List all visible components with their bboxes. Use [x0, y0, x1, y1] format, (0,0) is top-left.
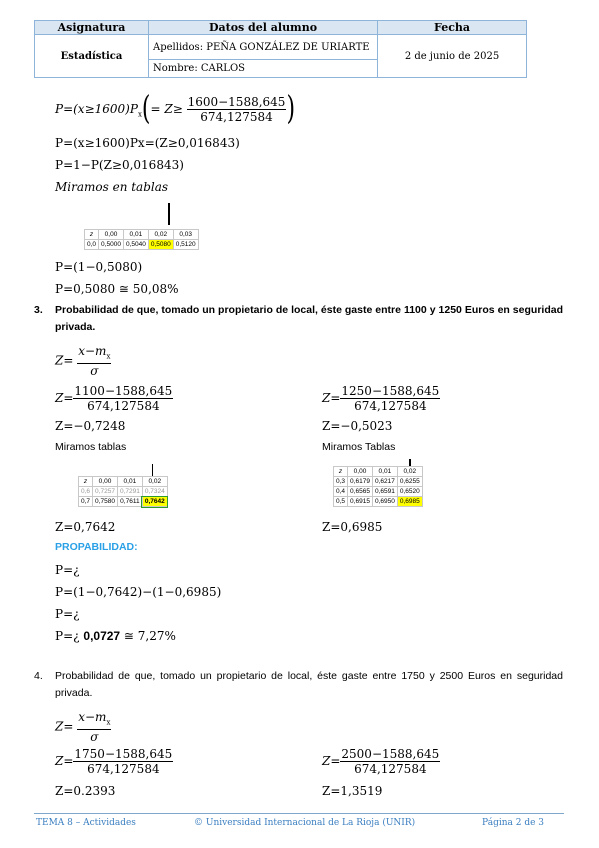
q3-z-formula: Z= $\frac{x-m_x}{\sigma}$ — [55, 344, 111, 379]
q4-number: 4. — [34, 670, 43, 682]
cell: 0,6255 — [397, 477, 422, 487]
q3-right-z: Z=−0,5023 — [322, 419, 393, 433]
q3-left-result: Z=0,7642 — [55, 520, 116, 534]
q4-z-formula: Z= $\frac{x-m_x}{\sigma}$ — [55, 710, 111, 745]
q3-p1: P=¿ — [55, 563, 80, 577]
q3-right-fraction: Z= $\frac{1250-1588,645}{674,127584}$ — [322, 384, 440, 413]
cell: 0,5120 — [173, 240, 198, 250]
q4-right-fraction: Z= $\frac{2500-1588,645}{674,127584}$ — [322, 747, 440, 776]
q3-number: 3. — [34, 304, 43, 316]
highlighted-cell: 0,6985 — [397, 497, 422, 507]
block1-line6: P=0,5080 ≅ 50,08% — [55, 282, 179, 296]
q3-p2: P=(1−0,7642)−(1−0,6985) — [55, 585, 222, 599]
q3-left-miramos: Miramos tablas — [55, 441, 127, 453]
header-datos: Datos del alumno — [149, 21, 378, 35]
cell: 0,6915 — [348, 497, 373, 507]
highlighted-cell: 0,7642 — [142, 497, 167, 507]
cell: 0,01 — [372, 467, 397, 477]
header-table — [34, 20, 527, 78]
q3-prob-title: PROPABILIDAD: — [55, 541, 138, 553]
block1-ztable — [84, 229, 199, 250]
cell: 0,5040 — [123, 240, 148, 250]
cell: 0,6565 — [348, 487, 373, 497]
cell: 0,7324 — [142, 487, 167, 497]
cell: 0,0 — [85, 240, 99, 250]
cell: 0,7580 — [93, 497, 118, 507]
cell: 0,6591 — [372, 487, 397, 497]
cell: 0,4 — [334, 487, 348, 497]
cell: 0,00 — [348, 467, 373, 477]
apellidos-value: Apellidos: PEÑA GONZÁLEZ DE URIARTE — [149, 35, 378, 60]
q3-right-result: Z=0,6985 — [322, 520, 383, 534]
cell: 0,01 — [123, 230, 148, 240]
cell: 0,7257 — [93, 487, 118, 497]
cell: 0,6950 — [372, 497, 397, 507]
q4-right-z: Z=1,3519 — [322, 784, 383, 798]
cell: 0,6217 — [372, 477, 397, 487]
q4-left-fraction: Z= $\frac{1750-1588,645}{674,127584}$ — [55, 747, 173, 776]
q3-left-z: Z=−0,7248 — [55, 419, 126, 433]
asignatura-value: Estadística — [35, 35, 149, 78]
footer — [34, 813, 564, 828]
header-asignatura: Asignatura — [35, 21, 149, 35]
cell: 0,02 — [397, 467, 422, 477]
cell: 0,03 — [173, 230, 198, 240]
header-fecha: Fecha — [378, 21, 527, 35]
cell: 0,02 — [148, 230, 173, 240]
cell: 0,00 — [99, 230, 124, 240]
left-table-cursor — [152, 464, 153, 476]
cell: 0,7291 — [117, 487, 142, 497]
cell: 0,3 — [334, 477, 348, 487]
cell: z — [79, 477, 93, 487]
q3-p3: P=¿ — [55, 607, 80, 621]
q3-left-ztable — [78, 476, 168, 507]
cell: 0,01 — [117, 477, 142, 487]
cell: 0,5000 — [99, 240, 124, 250]
q3-right-ztable — [333, 466, 423, 507]
highlighted-cell: 0,5080 — [148, 240, 173, 250]
cell: 0,00 — [93, 477, 118, 487]
cell: z — [85, 230, 99, 240]
block1-line1: $P=(x\ge 1600)P_x(= Z\ge$ $\frac{1600-1588,645}{674,127584}$ ) — [55, 90, 296, 128]
cell: z — [334, 467, 348, 477]
block1-line5: P=(1−0,5080) — [55, 260, 143, 274]
cell: 0,5 — [334, 497, 348, 507]
q3-right-miramos: Miramos Tablas — [322, 441, 396, 453]
cell: 0,6179 — [348, 477, 373, 487]
q4-left-z: Z=0.2393 — [55, 784, 116, 798]
footer-right: Página 2 de 3 — [482, 818, 544, 828]
table-cursor-mark — [168, 203, 170, 225]
cell: 0,7611 — [117, 497, 142, 507]
cell: 0,7 — [79, 497, 93, 507]
block1-line2: P=(x≥1600)Px=(Z≥0,016843) — [55, 136, 240, 150]
q3-p4: P=¿ 0,0727 ≅ 7,27% — [55, 629, 176, 643]
nombre-value: Nombre: CARLOS — [149, 60, 378, 78]
cell: 0,6 — [79, 487, 93, 497]
block1-line3: P=1−P(Z≥0,016843) — [55, 158, 184, 172]
footer-center: © Universidad Internacional de La Rioja (UNIR) — [194, 818, 416, 828]
q3-text: Probabilidad de que, tomado un propietario de local, éste gaste entre 1100 y 1250 Euros en seguridad privada. — [55, 304, 563, 333]
cell: 0,6520 — [397, 487, 422, 497]
q4-text: Probabilidad de que, tomado un propietario de local, éste gaste entre 1750 y 2500 Euros en seguridad privada. — [55, 670, 563, 699]
q3-left-fraction: Z= $\frac{1100-1588,645}{674,127584}$ — [55, 384, 173, 413]
fecha-value: 2 de junio de 2025 — [378, 35, 527, 78]
cell: 0,02 — [142, 477, 167, 487]
block1-line4: Miramos en tablas — [55, 180, 169, 194]
footer-left: TEMA 8 – Actividades — [36, 818, 136, 828]
